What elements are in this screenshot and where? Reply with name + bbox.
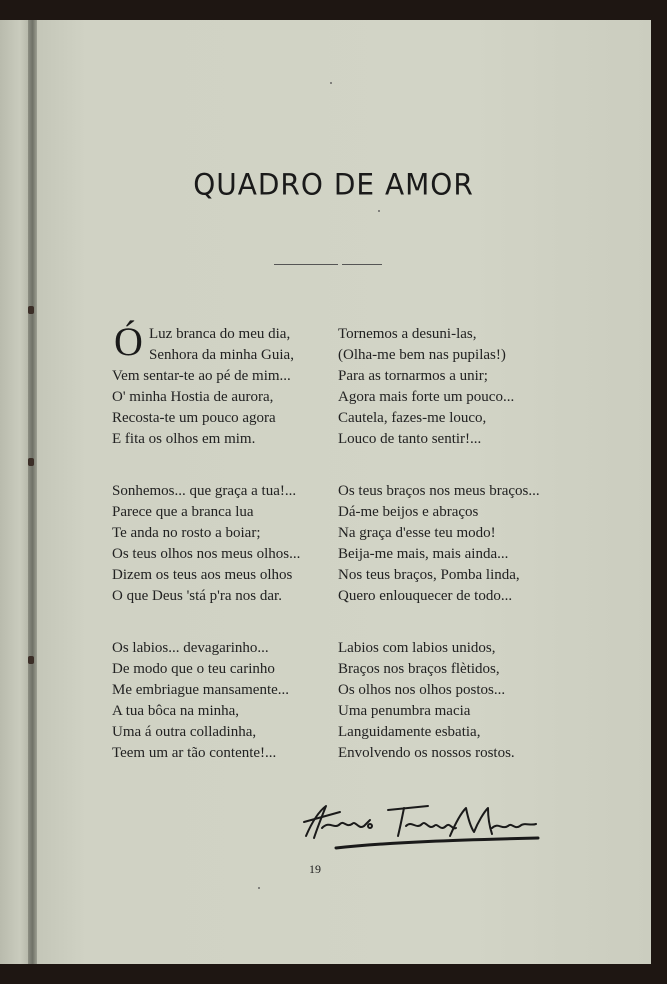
verse-line: Teem um ar tão contente!... xyxy=(112,745,277,761)
stanza xyxy=(338,481,540,607)
verse-line: Senhora da minha Guia, xyxy=(149,347,294,363)
title-divider xyxy=(274,264,338,265)
verse-line: Sonhemos... que graça a tua!... xyxy=(112,483,297,499)
verse-line: Para as tornarmos a unir; xyxy=(338,368,488,384)
verse-line: Uma á outra colladinha, xyxy=(112,724,257,740)
stanza xyxy=(338,638,515,764)
verse-line: Vem sentar-te ao pé de mim... xyxy=(112,368,291,384)
paper-speck xyxy=(258,887,260,889)
drop-cap: Ó xyxy=(114,319,143,364)
verse-line: Os teus braços nos meus braços... xyxy=(338,483,540,499)
stanza xyxy=(338,324,514,450)
verse-line: O' minha Hostia de aurora, xyxy=(112,389,274,405)
stanza xyxy=(112,481,300,607)
binding-mark xyxy=(28,656,34,664)
verse-line: Louco de tanto sentir!... xyxy=(338,431,482,447)
verse-line: Uma penumbra macia xyxy=(338,703,471,719)
verse-line: (Olha-me bem nas pupilas!) xyxy=(338,347,506,363)
verse-line: O que Deus 'stá p'ra nos dar. xyxy=(112,588,282,604)
verse-line: Tornemos a desuni-las, xyxy=(338,326,477,342)
verse-line: Dá-me beijos e abraços xyxy=(338,504,479,520)
title-divider xyxy=(342,264,382,265)
verse-line: Braços nos braços flètidos, xyxy=(338,661,500,677)
verse-line: A tua bôca na minha, xyxy=(112,703,240,719)
verse-line: Os teus olhos nos meus olhos... xyxy=(112,546,301,562)
verse-line: Cautela, fazes-me louco, xyxy=(338,410,487,426)
verse-line: Me embriague mansamente... xyxy=(112,682,290,698)
verse-line: Labios com labios unidos, xyxy=(338,640,496,656)
verse-line: Agora mais forte um pouco... xyxy=(338,389,515,405)
verse-line: Luz branca do meu dia, xyxy=(149,326,291,342)
binding-mark xyxy=(28,306,34,314)
verse-line: Beija-me mais, mais ainda... xyxy=(338,546,509,562)
verse-line: Dizem os teus aos meus olhos xyxy=(112,567,293,583)
verse-line: Na graça d'esse teu modo! xyxy=(338,525,496,541)
paper-speck xyxy=(330,82,332,84)
verse-line: Recosta-te um pouco agora xyxy=(112,410,276,426)
stanza xyxy=(112,319,294,450)
handwritten-signature xyxy=(300,800,545,855)
verse-line: De modo que o teu carinho xyxy=(112,661,275,677)
page-number: 19 xyxy=(309,862,321,876)
paper-speck xyxy=(378,210,380,212)
verse-line: Nos teus braços, Pomba linda, xyxy=(338,567,520,583)
binding-mark xyxy=(28,458,34,466)
verse-line: Os labios... devagarinho... xyxy=(112,640,269,656)
poem-title: QUADRO DE AMOR xyxy=(193,167,474,202)
stanza xyxy=(112,638,289,764)
verse-line: Te anda no rosto a boiar; xyxy=(112,525,261,541)
verse-line: Languidamente esbatia, xyxy=(338,724,481,740)
verse-line: Parece que a branca lua xyxy=(112,504,254,520)
verse-line: Envolvendo os nossos rostos. xyxy=(338,745,515,761)
verse-line: E fita os olhos em mim. xyxy=(112,431,256,447)
verse-line: Os olhos nos olhos postos... xyxy=(338,682,506,698)
verse-line: Quero enlouquecer de todo... xyxy=(338,588,513,604)
